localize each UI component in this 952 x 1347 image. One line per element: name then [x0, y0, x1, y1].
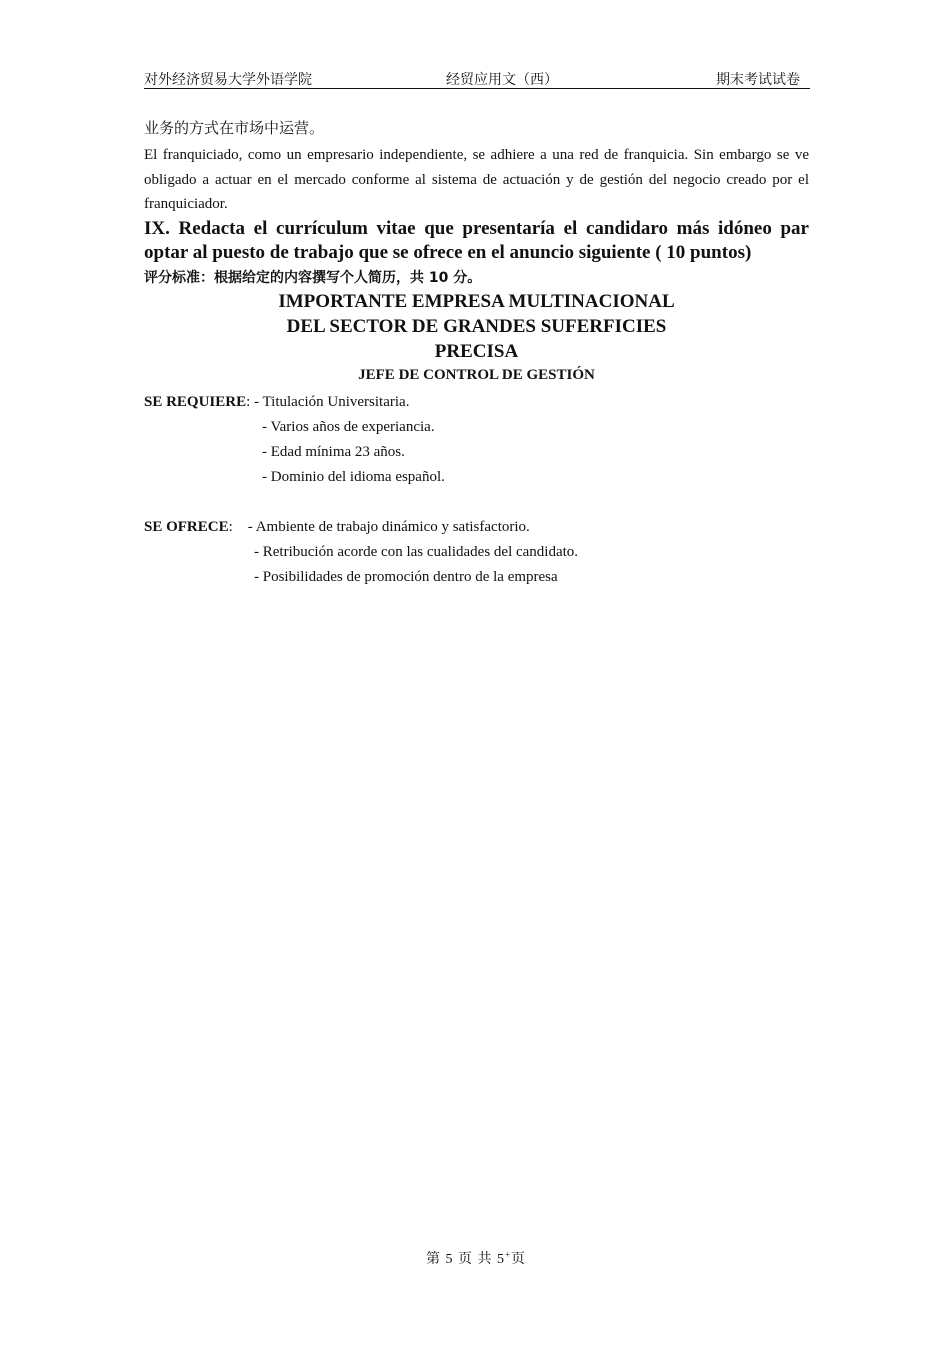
- footer-page-suffix: 页: [511, 1252, 527, 1267]
- question-line-2: optar al puesto de trabajo que se ofrece en el anuncio siguiente ( 10 puntos): [144, 242, 752, 263]
- page-footer: [0, 1248, 952, 1268]
- ad-title-line-3: PRECISA: [434, 341, 519, 362]
- requirement-item: - Titulación Universitaria.: [254, 394, 410, 410]
- requirement-item: - Varios años de experiancia.: [262, 419, 435, 435]
- franchise-paragraph: El franquiciado, como un empresario independiente, se adhiere a una red de franquicia. Sin embargo se ve obligado a actuar en el mercado conforme al sistema de actuación y de gestión del negocio creado por el franquiciador.: [144, 147, 809, 212]
- requirements-label-text: SE REQUIERE: [144, 394, 247, 410]
- question-ix: [144, 217, 809, 265]
- offers-label: [144, 519, 530, 536]
- ad-title-line-1: IMPORTANTE EMPRESA MULTINACIONAL: [278, 291, 675, 312]
- requirement-item: - Edad mínima 23 años.: [262, 444, 405, 460]
- requirements-label: [144, 394, 409, 411]
- header-school: 对外经济贸易大学外语学院: [144, 73, 312, 88]
- offer-item: - Posibilidades de promoción dentro de la empresa: [254, 569, 558, 585]
- header-exam-type: 期末考试试卷: [716, 73, 800, 88]
- requirements-colon: :: [246, 394, 255, 410]
- question-line-1: IX. Redacta el currículum vitae que presentaría el candidaro más idóneo par: [144, 218, 809, 239]
- offer-item: - Retribución acorde con las cualidades del candidato.: [254, 544, 579, 560]
- page-header: [144, 68, 810, 89]
- chinese-text-line: 业务的方式在市场中运营。: [144, 121, 325, 137]
- requirement-item: - Dominio del idioma español.: [262, 469, 445, 485]
- offer-item: - Ambiente de trabajo dinámico y satisfactorio.: [247, 519, 530, 535]
- offers-colon: :: [228, 519, 248, 535]
- ad-title-line-2: DEL SECTOR DE GRANDES SUFERFICIES: [286, 316, 667, 337]
- grading-criteria: 评分标准：根据给定的内容撰写个人简历，共 10 分。: [144, 270, 482, 286]
- offers-label-text: SE OFRECE: [144, 519, 229, 535]
- ad-job-title: JEFE DE CONTROL DE GESTIÓN: [358, 367, 595, 383]
- footer-page-prefix: 第 5 页 共 5: [425, 1252, 505, 1267]
- header-course: 经贸应用文（西）: [446, 73, 558, 88]
- footer-mark: +: [504, 1249, 512, 1260]
